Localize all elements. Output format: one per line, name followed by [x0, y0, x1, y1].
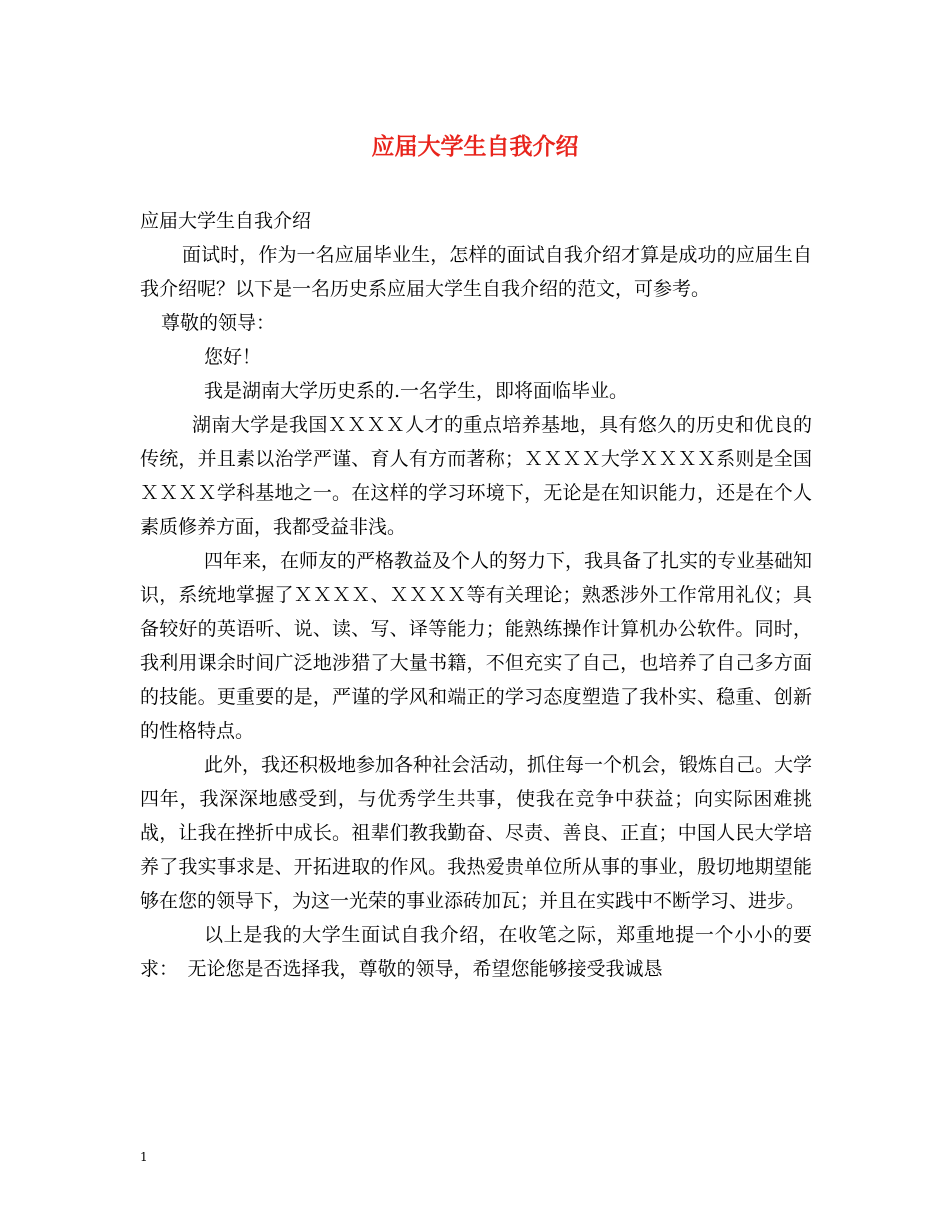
document-title: 应届大学生自我介绍: [371, 133, 579, 160]
paragraph-activities: 此外，我还积极地参加各种社会活动，抓住每一个机会，锻炼自己。大学四年，我深深地感受到，与优秀学生共事，使我在竞争中获益；向实际困难挑战，让我在挫折中成长。祖辈们教我勤奋、尽责、善良、正直；中国人民大学培养了我实事求是、开拓进取的作风。我热爱贵单位所从事的事业，殷切地期望能够在您的领导下，为这一光荣的事业添砖加瓦；并且在实践中不断学习、进步。: [140, 754, 813, 912]
paragraph-introduction: 我是湖南大学历史系的.一名学生，即将面临毕业。: [204, 380, 629, 402]
paragraph-skills: 四年来，在师友的严格教益及个人的努力下，我具备了扎实的专业基础知识，系统地掌握了ＸＸＸＸ、ＸＸＸＸ等有关理论；熟悉涉外工作常用礼仪；具备较好的英语听、说、读、写、译等能力；能熟练操作计算机办公软件。同时，我利用课余时间广泛地涉猎了大量书籍，不但充实了自己，也培养了自己多方面的技能。更重要的是，严谨的学风和端正的学习态度塑造了我朴实、稳重、创新的性格特点。: [140, 550, 813, 742]
paragraph-closing: 以上是我的大学生面试自我介绍，在收笔之际，郑重地提一个小小的要求： 无论您是否选择我，尊敬的领导，希望您能够接受我诚恳: [140, 924, 812, 980]
document-subtitle: 应届大学生自我介绍: [140, 210, 312, 232]
paragraph-university: 湖南大学是我国ＸＸＸＸ人才的重点培养基地，具有悠久的历史和优良的传统，并且素以治学严谨、育人有方而著称；ＸＸＸＸ大学ＸＸＸＸ系则是全国ＸＸＸＸ学科基地之一。在这样的学习环境下，无论是在知识能力，还是在个人素质修养方面，我都受益非浅。: [140, 414, 812, 538]
document-body: [140, 204, 812, 986]
salutation: 尊敬的领导：: [161, 312, 276, 334]
intro-paragraph: 面试时，作为一名应届毕业生，怎样的面试自我介绍才算是成功的应届生自我介绍呢？以下是一名历史系应届大学生自我介绍的范文，可参考。: [140, 244, 812, 300]
greeting: 您好！: [204, 346, 262, 368]
page-number: 1: [140, 1150, 148, 1164]
